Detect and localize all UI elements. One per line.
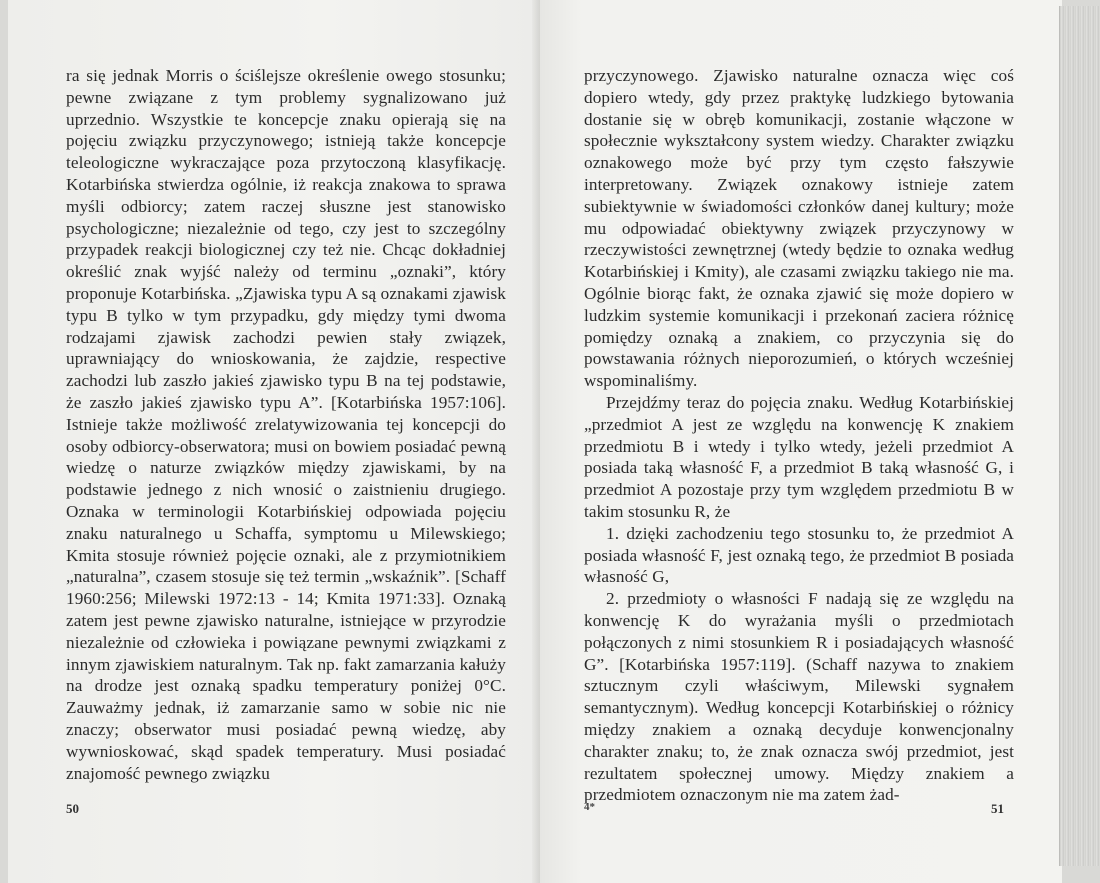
right-list-item-1: 1. dzięki zachodzeniu tego stosunku to, że przedmiot A posiada własność F, jest oznaką tego, że przedmiot B posiada własność G,	[584, 523, 1014, 587]
right-paragraph-2: Przejdźmy teraz do pojęcia znaku. Według Kotarbińskiej „przedmiot A jest ze względu na konwencję K znakiem przedmiotu B i wtedy i tylko wtedy, jeżeli przedmiot A posiada taką własność F, a przedmiot B taką własność G, i przedmiot A pozostaje przy tym względem przedmiotu B w takim stosunku R, że	[584, 392, 1014, 521]
left-page	[8, 0, 540, 883]
right-page	[540, 0, 1062, 883]
page-edges	[1059, 6, 1100, 866]
right-page-number: 51	[991, 801, 1004, 816]
right-paragraph-1: przyczynowego. Zjawisko naturalne oznacza więc coś dopiero wtedy, gdy przez praktykę ludzkiego bytowania dostanie się w obręb komunikacji, zostanie włączone w społecznie wykształcony system wiedzy. Charakter związku oznakowego może być przy tym często fałszywie interpretowany. Związek oznakowy istnieje zatem subiektywnie w świadomości członków danej kultury; może mu odpowiadać obiektywny związek przyczynowy w rzeczywistości zewnętrznej (wtedy będzie to oznaka według Kotarbińskiej i Kmity), ale czasami związku takiego nie ma. Ogólnie biorąc fakt, że oznaka zjawić się może dopiero w ludzkim systemie komunikacji i przekonań zaciera różnicę pomiędzy oznaką a znakiem, co przyczynia się do powstawania różnych nieporozumień, o których wcześniej wspominaliśmy.	[584, 66, 1014, 391]
signature-mark: 4*	[584, 801, 595, 813]
left-page-text	[66, 65, 506, 784]
right-list-item-2: 2. przedmioty o własności F nadają się ze względu na konwencję K do wyrażania myśli o przedmiotach połączonych z nimi stosunkiem R i posiadających własność G”. [Kotarbińska 1957:119]. (Schaff nazywa to znakiem sztucznym czyli właściwym, Milewski sygnałem semantycznym). Według koncepcji Kotarbińskiej o różnicy między znakiem a oznaką decyduje konwencjonalny charakter znaku; to, że znak oznacza swój przedmiot, jest rezultatem społecznej umowy. Między znakiem a przedmiotem oznaczonym nie ma zatem żad-	[584, 589, 1014, 805]
right-page-text	[584, 65, 1014, 806]
left-page-number: 50	[66, 801, 79, 816]
left-paragraph-1: ra się jednak Morris o ściślejsze określenie owego stosunku; pewne związane z tym problemy sygnalizowano już uprzednio. Wszystkie te koncepcje znaku opierają się na pojęciu związku przyczynowego; istnieją także koncepcje teleologiczne wykraczające poza przytoczoną klasyfikację. Kotarbińska stwierdza ogólnie, iż reakcja znakowa to sprawa myśli odbiorcy; zatem raczej słuszne jest stanowisko psychologiczne; niezależnie od tego, czy jest to szczególny przypadek reakcji biologicznej czy też nie. Chcąc dokładniej określić znak wyjść należy od terminu „oznaki”, który proponuje Kotarbińska. „Zjawiska typu A są oznakami zjawisk typu B tylko w tym przypadku, gdy między tymi dwoma rodzajami zjawisk zachodzi pewien stały związek, uprawniający do wnioskowania, że zajdzie, respective zachodzi lub zaszło jakieś zjawisko typu B na tej podstawie, że zaszło jakieś zjawisko typu A”. [Kotarbińska 1957:106]. Istnieje także możliwość zrelatywizowania tej koncepcji do osoby odbiorcy-obserwatora; musi on bowiem posiadać pewną wiedzę o naturze związków między zjawiskami, by na podstawie jednego z nich wnosić o zaistnieniu drugiego. Oznaka w terminologii Kotarbińskiej odpowiada pojęciu znaku naturalnego u Schaffa, symptomu u Milewskiego; Kmita stosuje również pojęcie oznaki, ale z przymiotnikiem „naturalna”, czasem stosuje się też termin „wskaźnik”. [Schaff 1960:256; Milewski 1972:13 - 14; Kmita 1971:33]. Oznaką zatem jest pewne zjawisko naturalne, istniejące w przyrodzie niezależnie od człowieka i powiązane pewnymi związkami z innym zjawiskiem naturalnym. Tak np. fakt zamarzania kałuży na drodze jest oznaką spadku temperatury poniżej 0°C. Zauważmy jednak, iż zamarzanie samo w sobie nic nie znaczy; obserwator musi posiadać pewną wiedzę, aby wywnioskować, skąd spadek temperatury. Musi posiadać znajomość pewnego związku	[66, 66, 506, 783]
